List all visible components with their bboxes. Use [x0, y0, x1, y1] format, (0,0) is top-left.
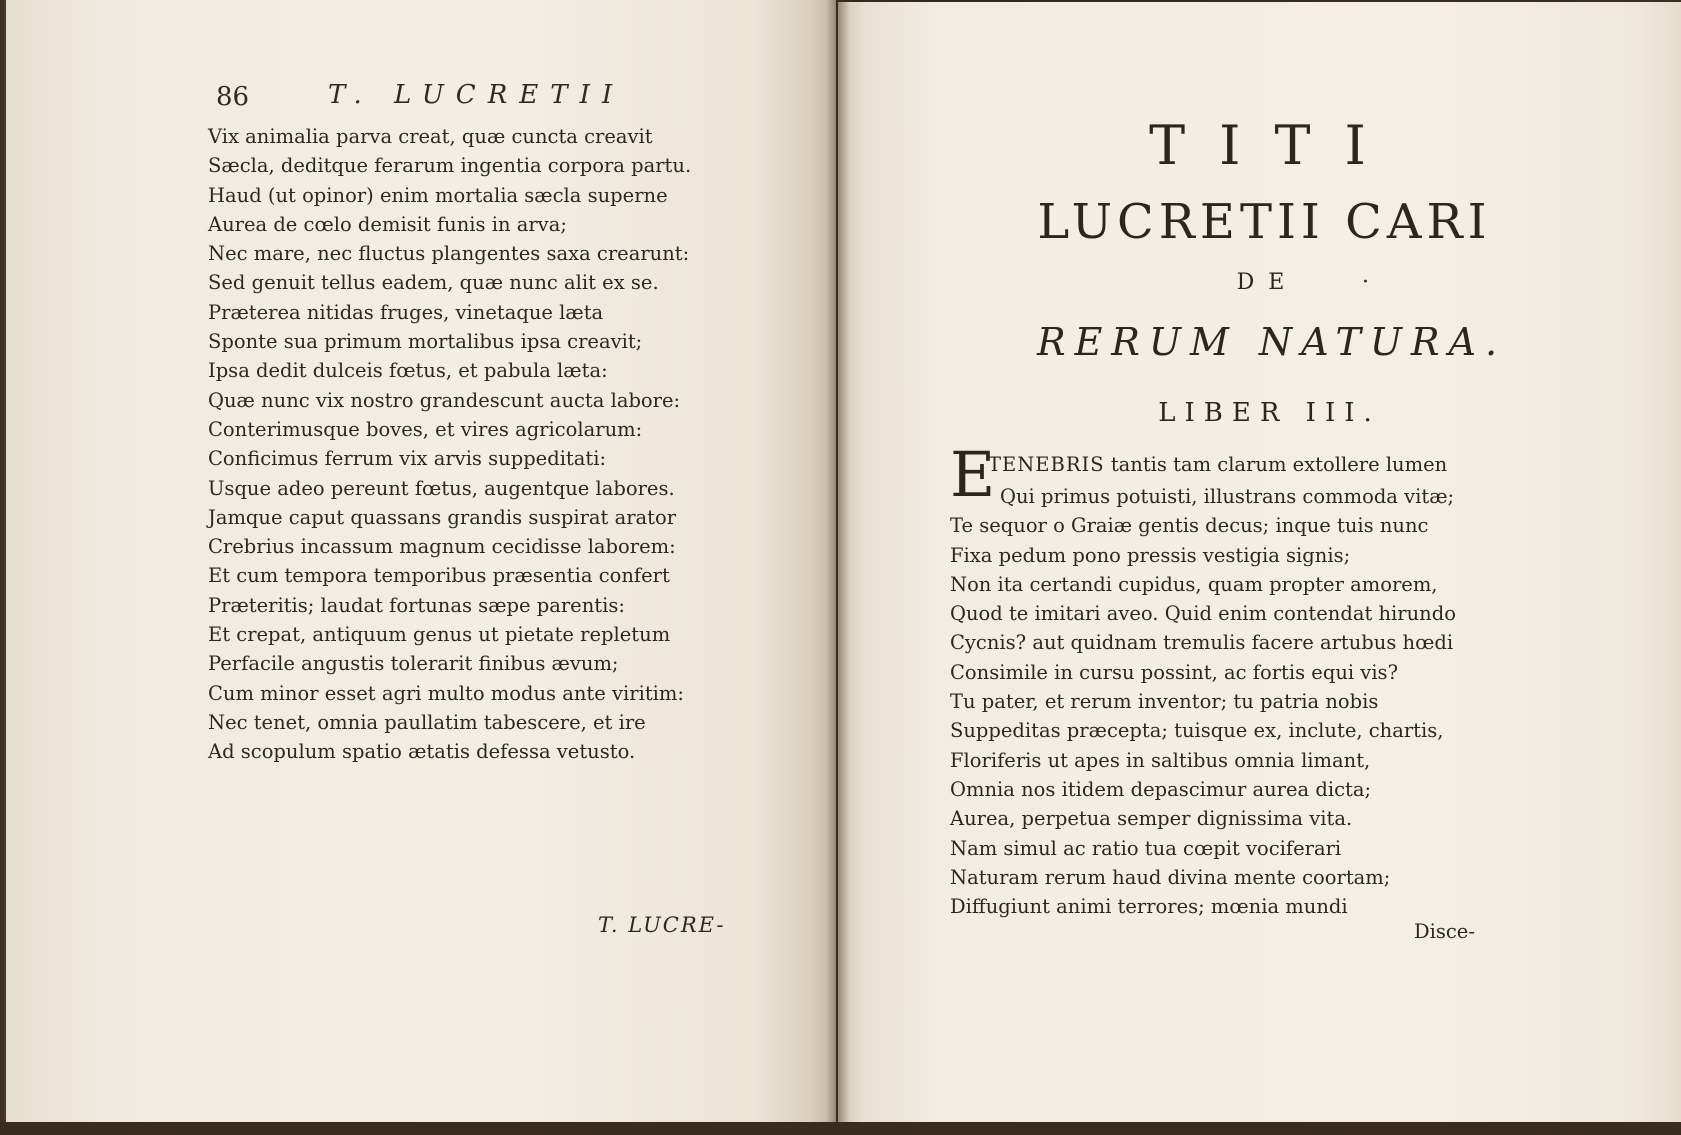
verse-line: Ad scopulum spatio ætatis defessa vetusto.	[208, 740, 636, 764]
title-lucretii-cari: LUCRETII CARI	[1037, 194, 1492, 250]
title-titi: TITI	[1149, 114, 1400, 177]
verse-line: Et crepat, antiquum genus ut pietate repletum	[208, 623, 671, 647]
first-line-caps: TENEBRIS	[988, 453, 1105, 476]
verse-line: Aurea, perpetua semper dignissima vita.	[950, 807, 1353, 831]
verse-line: Fixa pedum pono pressis vestigia signis;	[950, 543, 1351, 567]
verse-line: Sponte sua primum mortalibus ipsa creavit;	[208, 330, 643, 354]
running-head	[216, 78, 816, 118]
title-dot: ·	[1362, 270, 1369, 295]
verse-line: Qui primus potuisti, illustrans commoda vitæ;	[1000, 485, 1455, 508]
verse-line: Vix animalia parva creat, quæ cuncta creavit	[208, 125, 653, 148]
verse-line: Conterimusque boves, et vires agricolarum:	[208, 417, 643, 441]
title-rerum-natura: RERUM NATURA.	[1036, 320, 1507, 364]
verse-line: Aurea de cœlo demisit funis in arva;	[208, 212, 567, 236]
book-gutter	[826, 0, 850, 1135]
verse-line: Non ita certandi cupidus, quam propter amorem,	[950, 572, 1438, 596]
verse-block-left	[208, 122, 808, 767]
drop-cap: E	[950, 438, 996, 511]
verse-line: Usque adeo pereunt fœtus, augentque labores.	[208, 476, 675, 500]
verse-line: Suppeditas præcepta; tuisque ex, inclute, chartis,	[950, 719, 1444, 743]
verse-line: Haud (ut opinor) enim mortalia sæcla superne	[208, 183, 668, 207]
verse-line: Nec tenet, omnia paullatim tabescere, et ire	[208, 710, 646, 734]
verse-line: Tu pater, et rerum inventor; tu patria nobis	[950, 690, 1379, 714]
verse-line: Floriferis ut apes in saltibus omnia limant,	[950, 748, 1371, 772]
verse-line: Et cum tempora temporibus præsentia confert	[208, 564, 670, 588]
verse-line: Sæcla, deditque ferarum ingentia corpora partu.	[208, 154, 692, 178]
verse-line: Cum minor esset agri multo modus ante viritim:	[208, 681, 684, 705]
first-verse-line	[988, 453, 1447, 476]
verse-line: Conficimus ferrum vix arvis suppeditati:	[208, 447, 607, 471]
verse-line: Ipsa dedit dulceis fœtus, et pabula læta:	[208, 359, 608, 383]
verse-line: Sed genuit tellus eadem, quæ nunc alit ex se.	[208, 271, 659, 295]
catchword: T. LUCRE-	[598, 913, 726, 937]
verse-line: Diffugiunt animi terrores; mœnia mundi	[950, 895, 1348, 919]
verse-line: Naturam rerum haud divina mente coortam;	[950, 865, 1391, 889]
page-number: 86	[216, 82, 250, 112]
book-edge	[0, 1122, 1681, 1135]
verse-line: Præteritis; laudat fortunas sæpe parentis:	[208, 593, 625, 617]
first-line-rest: tantis tam clarum extollere lumen	[1104, 453, 1448, 476]
book-heading: LIBER III.	[1158, 398, 1381, 428]
verse-line: Crebrius incassum magnum cecidisse laborem:	[208, 535, 676, 559]
title-de: DE	[1236, 270, 1299, 295]
verse-line: Perfacile angustis tolerarit finibus ævum;	[208, 652, 619, 676]
verse-line: Te sequor o Graiæ gentis decus; inque tuis nunc	[950, 514, 1429, 538]
right-page	[838, 2, 1681, 1130]
verse-line: Consimile in cursu possint, ac fortis equi vis?	[950, 660, 1399, 684]
running-title: T. LUCRETII	[328, 80, 625, 110]
verse-block-right	[950, 482, 1650, 921]
verse-line: Cycnis? aut quidnam tremulis facere artubus hœdi	[950, 631, 1454, 655]
verse-line: Omnia nos itidem depascimur aurea dicta;	[950, 777, 1372, 801]
verse-line: Quæ nunc vix nostro grandescunt aucta labore:	[208, 388, 681, 412]
verse-line: Nam simul ac ratio tua cœpit vociferari	[950, 836, 1342, 860]
verse-line: Jamque caput quassans grandis suspirat arator	[208, 505, 677, 529]
verse-line: Quod te imitari aveo. Quid enim contendat hirundo	[950, 602, 1456, 626]
left-page	[6, 0, 836, 1128]
catchword: Disce-	[1414, 920, 1475, 943]
verse-line: Præterea nitidas fruges, vinetaque læta	[208, 300, 604, 324]
verse-line: Nec mare, nec fluctus plangentes saxa crearunt:	[208, 242, 690, 266]
